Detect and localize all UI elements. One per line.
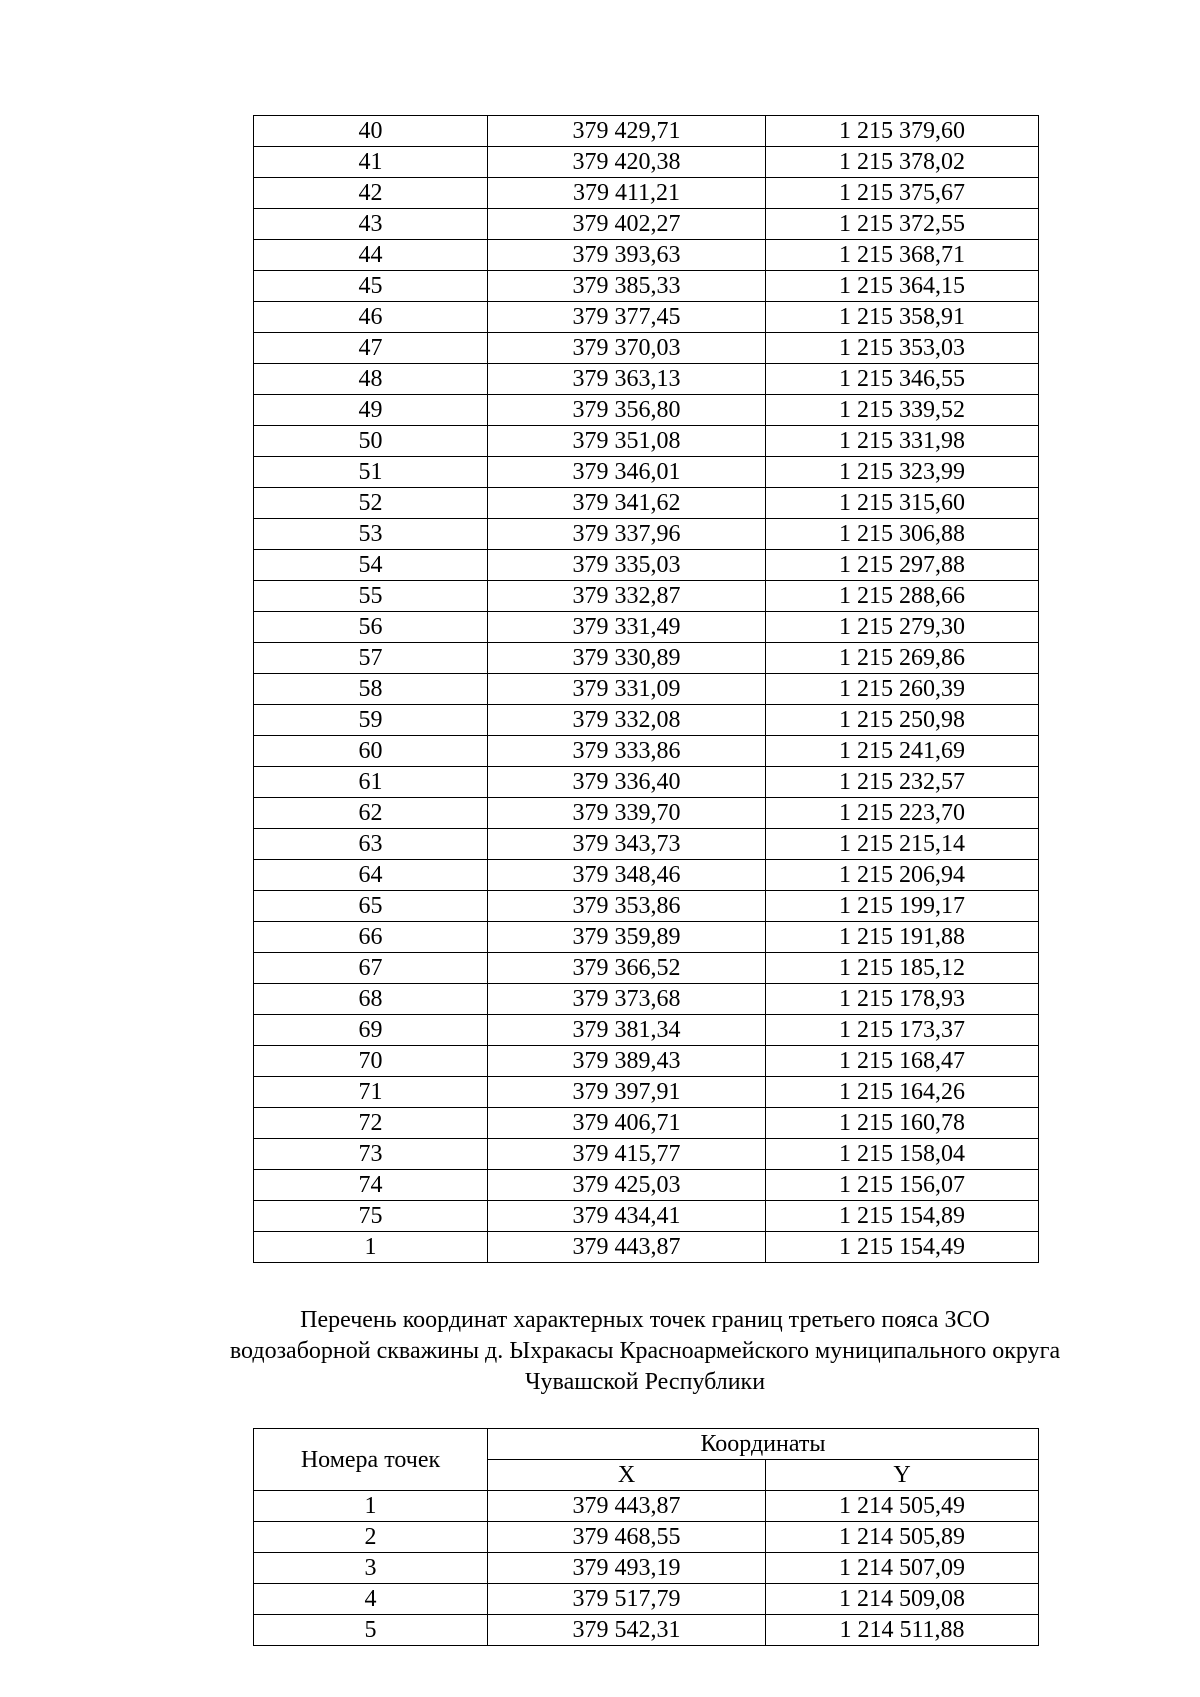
point-number-cell: 5 xyxy=(254,1615,488,1646)
table-row xyxy=(254,674,1039,705)
x-coordinate-cell: 379 353,86 xyxy=(488,891,766,922)
point-number-cell: 52 xyxy=(254,488,488,519)
y-coordinate-cell: 1 214 505,89 xyxy=(766,1522,1039,1553)
y-coordinate-cell: 1 215 223,70 xyxy=(766,798,1039,829)
table-row xyxy=(254,581,1039,612)
point-number-cell: 70 xyxy=(254,1046,488,1077)
table-row xyxy=(254,767,1039,798)
point-number-cell: 45 xyxy=(254,271,488,302)
x-coordinate-cell: 379 377,45 xyxy=(488,302,766,333)
x-coordinate-cell: 379 415,77 xyxy=(488,1139,766,1170)
x-coordinate-cell: 379 381,34 xyxy=(488,1015,766,1046)
y-coordinate-cell: 1 215 353,03 xyxy=(766,333,1039,364)
x-coordinate-cell: 379 443,87 xyxy=(488,1232,766,1263)
table-row xyxy=(254,1046,1039,1077)
header-y: Y xyxy=(766,1460,1039,1491)
y-coordinate-cell: 1 215 199,17 xyxy=(766,891,1039,922)
coordinates-table-continued xyxy=(253,115,1039,1263)
y-coordinate-cell: 1 215 168,47 xyxy=(766,1046,1039,1077)
x-coordinate-cell: 379 330,89 xyxy=(488,643,766,674)
x-coordinate-cell: 379 366,52 xyxy=(488,953,766,984)
y-coordinate-cell: 1 215 306,88 xyxy=(766,519,1039,550)
x-coordinate-cell: 379 341,62 xyxy=(488,488,766,519)
x-coordinate-cell: 379 443,87 xyxy=(488,1491,766,1522)
point-number-cell: 60 xyxy=(254,736,488,767)
point-number-cell: 48 xyxy=(254,364,488,395)
point-number-cell: 66 xyxy=(254,922,488,953)
x-coordinate-cell: 379 468,55 xyxy=(488,1522,766,1553)
point-number-cell: 2 xyxy=(254,1522,488,1553)
point-number-cell: 69 xyxy=(254,1015,488,1046)
point-number-cell: 58 xyxy=(254,674,488,705)
y-coordinate-cell: 1 215 160,78 xyxy=(766,1108,1039,1139)
point-number-cell: 51 xyxy=(254,457,488,488)
point-number-cell: 74 xyxy=(254,1170,488,1201)
x-coordinate-cell: 379 493,19 xyxy=(488,1553,766,1584)
table-row xyxy=(254,426,1039,457)
table-row xyxy=(254,736,1039,767)
y-coordinate-cell: 1 214 511,88 xyxy=(766,1615,1039,1646)
header-coordinates: Координаты xyxy=(488,1429,1039,1460)
point-number-cell: 61 xyxy=(254,767,488,798)
y-coordinate-cell: 1 215 375,67 xyxy=(766,178,1039,209)
table-row xyxy=(254,953,1039,984)
y-coordinate-cell: 1 214 509,08 xyxy=(766,1584,1039,1615)
table-row xyxy=(254,705,1039,736)
x-coordinate-cell: 379 339,70 xyxy=(488,798,766,829)
table-row xyxy=(254,519,1039,550)
coordinates-table-body xyxy=(254,1491,1039,1646)
table-row xyxy=(254,1108,1039,1139)
x-coordinate-cell: 379 373,68 xyxy=(488,984,766,1015)
x-coordinate-cell: 379 411,21 xyxy=(488,178,766,209)
y-coordinate-cell: 1 215 191,88 xyxy=(766,922,1039,953)
point-number-cell: 71 xyxy=(254,1077,488,1108)
table-row xyxy=(254,829,1039,860)
table-row xyxy=(254,1139,1039,1170)
y-coordinate-cell: 1 214 505,49 xyxy=(766,1491,1039,1522)
table-row xyxy=(254,1015,1039,1046)
table-row xyxy=(254,1615,1039,1646)
x-coordinate-cell: 379 356,80 xyxy=(488,395,766,426)
point-number-cell: 67 xyxy=(254,953,488,984)
x-coordinate-cell: 379 332,08 xyxy=(488,705,766,736)
y-coordinate-cell: 1 215 206,94 xyxy=(766,860,1039,891)
point-number-cell: 59 xyxy=(254,705,488,736)
table-row xyxy=(254,891,1039,922)
x-coordinate-cell: 379 517,79 xyxy=(488,1584,766,1615)
point-number-cell: 42 xyxy=(254,178,488,209)
y-coordinate-cell: 1 215 279,30 xyxy=(766,612,1039,643)
table-row xyxy=(254,147,1039,178)
table-row xyxy=(254,333,1039,364)
x-coordinate-cell: 379 331,09 xyxy=(488,674,766,705)
table-row xyxy=(254,1077,1039,1108)
third-zone-coordinates-table xyxy=(253,1428,1039,1646)
table-row xyxy=(254,643,1039,674)
table-row xyxy=(254,302,1039,333)
point-number-cell: 50 xyxy=(254,426,488,457)
x-coordinate-cell: 379 333,86 xyxy=(488,736,766,767)
coordinates-table-body xyxy=(254,116,1039,1263)
x-coordinate-cell: 379 397,91 xyxy=(488,1077,766,1108)
y-coordinate-cell: 1 215 323,99 xyxy=(766,457,1039,488)
table-row xyxy=(254,1201,1039,1232)
x-coordinate-cell: 379 370,03 xyxy=(488,333,766,364)
caption-line: Перечень координат характерных точек границ третьего пояса ЗСО xyxy=(300,1307,990,1333)
y-coordinate-cell: 1 215 269,86 xyxy=(766,643,1039,674)
point-number-cell: 55 xyxy=(254,581,488,612)
y-coordinate-cell: 1 215 364,15 xyxy=(766,271,1039,302)
y-coordinate-cell: 1 215 158,04 xyxy=(766,1139,1039,1170)
x-coordinate-cell: 379 402,27 xyxy=(488,209,766,240)
point-number-cell: 75 xyxy=(254,1201,488,1232)
x-coordinate-cell: 379 331,49 xyxy=(488,612,766,643)
y-coordinate-cell: 1 215 185,12 xyxy=(766,953,1039,984)
x-coordinate-cell: 379 337,96 xyxy=(488,519,766,550)
x-coordinate-cell: 379 393,63 xyxy=(488,240,766,271)
table-row xyxy=(254,1491,1039,1522)
point-number-cell: 49 xyxy=(254,395,488,426)
table-row xyxy=(254,612,1039,643)
table-row xyxy=(254,1553,1039,1584)
point-number-cell: 1 xyxy=(254,1232,488,1263)
y-coordinate-cell: 1 215 358,91 xyxy=(766,302,1039,333)
x-coordinate-cell: 379 359,89 xyxy=(488,922,766,953)
y-coordinate-cell: 1 215 368,71 xyxy=(766,240,1039,271)
x-coordinate-cell: 379 363,13 xyxy=(488,364,766,395)
caption-line: Чувашской Республики xyxy=(524,1369,766,1395)
table-row xyxy=(254,922,1039,953)
y-coordinate-cell: 1 215 173,37 xyxy=(766,1015,1039,1046)
x-coordinate-cell: 379 429,71 xyxy=(488,116,766,147)
table-row xyxy=(254,209,1039,240)
x-coordinate-cell: 379 351,08 xyxy=(488,426,766,457)
point-number-cell: 65 xyxy=(254,891,488,922)
table-row xyxy=(254,1584,1039,1615)
caption-line: водозаборной скважины д. Ыхракасы Красноармейского муниципального округа xyxy=(229,1338,1061,1364)
y-coordinate-cell: 1 215 260,39 xyxy=(766,674,1039,705)
x-coordinate-cell: 379 389,43 xyxy=(488,1046,766,1077)
point-number-cell: 63 xyxy=(254,829,488,860)
point-number-cell: 41 xyxy=(254,147,488,178)
point-number-cell: 62 xyxy=(254,798,488,829)
header-x: X xyxy=(488,1460,766,1491)
y-coordinate-cell: 1 215 232,57 xyxy=(766,767,1039,798)
y-coordinate-cell: 1 215 154,89 xyxy=(766,1201,1039,1232)
table-row xyxy=(254,395,1039,426)
point-number-cell: 43 xyxy=(254,209,488,240)
table-row xyxy=(254,1522,1039,1553)
table-row xyxy=(254,1170,1039,1201)
y-coordinate-cell: 1 215 215,14 xyxy=(766,829,1039,860)
y-coordinate-cell: 1 215 372,55 xyxy=(766,209,1039,240)
point-number-cell: 68 xyxy=(254,984,488,1015)
y-coordinate-cell: 1 215 315,60 xyxy=(766,488,1039,519)
table-row xyxy=(254,457,1039,488)
y-coordinate-cell: 1 215 164,26 xyxy=(766,1077,1039,1108)
x-coordinate-cell: 379 343,73 xyxy=(488,829,766,860)
y-coordinate-cell: 1 215 156,07 xyxy=(766,1170,1039,1201)
x-coordinate-cell: 379 434,41 xyxy=(488,1201,766,1232)
point-number-cell: 64 xyxy=(254,860,488,891)
table-row xyxy=(254,798,1039,829)
table-row xyxy=(254,984,1039,1015)
point-number-cell: 44 xyxy=(254,240,488,271)
point-number-cell: 72 xyxy=(254,1108,488,1139)
table-row xyxy=(254,1232,1039,1263)
table-row xyxy=(254,178,1039,209)
point-number-cell: 54 xyxy=(254,550,488,581)
point-number-cell: 1 xyxy=(254,1491,488,1522)
y-coordinate-cell: 1 215 178,93 xyxy=(766,984,1039,1015)
table-row xyxy=(254,116,1039,147)
y-coordinate-cell: 1 215 288,66 xyxy=(766,581,1039,612)
point-number-cell: 4 xyxy=(254,1584,488,1615)
y-coordinate-cell: 1 214 507,09 xyxy=(766,1553,1039,1584)
x-coordinate-cell: 379 348,46 xyxy=(488,860,766,891)
point-number-cell: 73 xyxy=(254,1139,488,1170)
x-coordinate-cell: 379 346,01 xyxy=(488,457,766,488)
table-row xyxy=(254,271,1039,302)
y-coordinate-cell: 1 215 250,98 xyxy=(766,705,1039,736)
table-row xyxy=(254,860,1039,891)
table-header xyxy=(254,1429,1039,1491)
y-coordinate-cell: 1 215 346,55 xyxy=(766,364,1039,395)
y-coordinate-cell: 1 215 154,49 xyxy=(766,1232,1039,1263)
point-number-cell: 53 xyxy=(254,519,488,550)
table-row xyxy=(254,364,1039,395)
y-coordinate-cell: 1 215 378,02 xyxy=(766,147,1039,178)
table-caption xyxy=(150,1305,1140,1398)
point-number-cell: 40 xyxy=(254,116,488,147)
x-coordinate-cell: 379 406,71 xyxy=(488,1108,766,1139)
y-coordinate-cell: 1 215 241,69 xyxy=(766,736,1039,767)
point-number-cell: 47 xyxy=(254,333,488,364)
table-row xyxy=(254,550,1039,581)
x-coordinate-cell: 379 542,31 xyxy=(488,1615,766,1646)
y-coordinate-cell: 1 215 297,88 xyxy=(766,550,1039,581)
x-coordinate-cell: 379 420,38 xyxy=(488,147,766,178)
point-number-cell: 46 xyxy=(254,302,488,333)
y-coordinate-cell: 1 215 379,60 xyxy=(766,116,1039,147)
x-coordinate-cell: 379 332,87 xyxy=(488,581,766,612)
y-coordinate-cell: 1 215 339,52 xyxy=(766,395,1039,426)
x-coordinate-cell: 379 336,40 xyxy=(488,767,766,798)
table-row xyxy=(254,240,1039,271)
header-point-numbers: Номера точек xyxy=(254,1429,488,1491)
point-number-cell: 3 xyxy=(254,1553,488,1584)
x-coordinate-cell: 379 385,33 xyxy=(488,271,766,302)
y-coordinate-cell: 1 215 331,98 xyxy=(766,426,1039,457)
x-coordinate-cell: 379 425,03 xyxy=(488,1170,766,1201)
point-number-cell: 57 xyxy=(254,643,488,674)
x-coordinate-cell: 379 335,03 xyxy=(488,550,766,581)
point-number-cell: 56 xyxy=(254,612,488,643)
table-row xyxy=(254,488,1039,519)
